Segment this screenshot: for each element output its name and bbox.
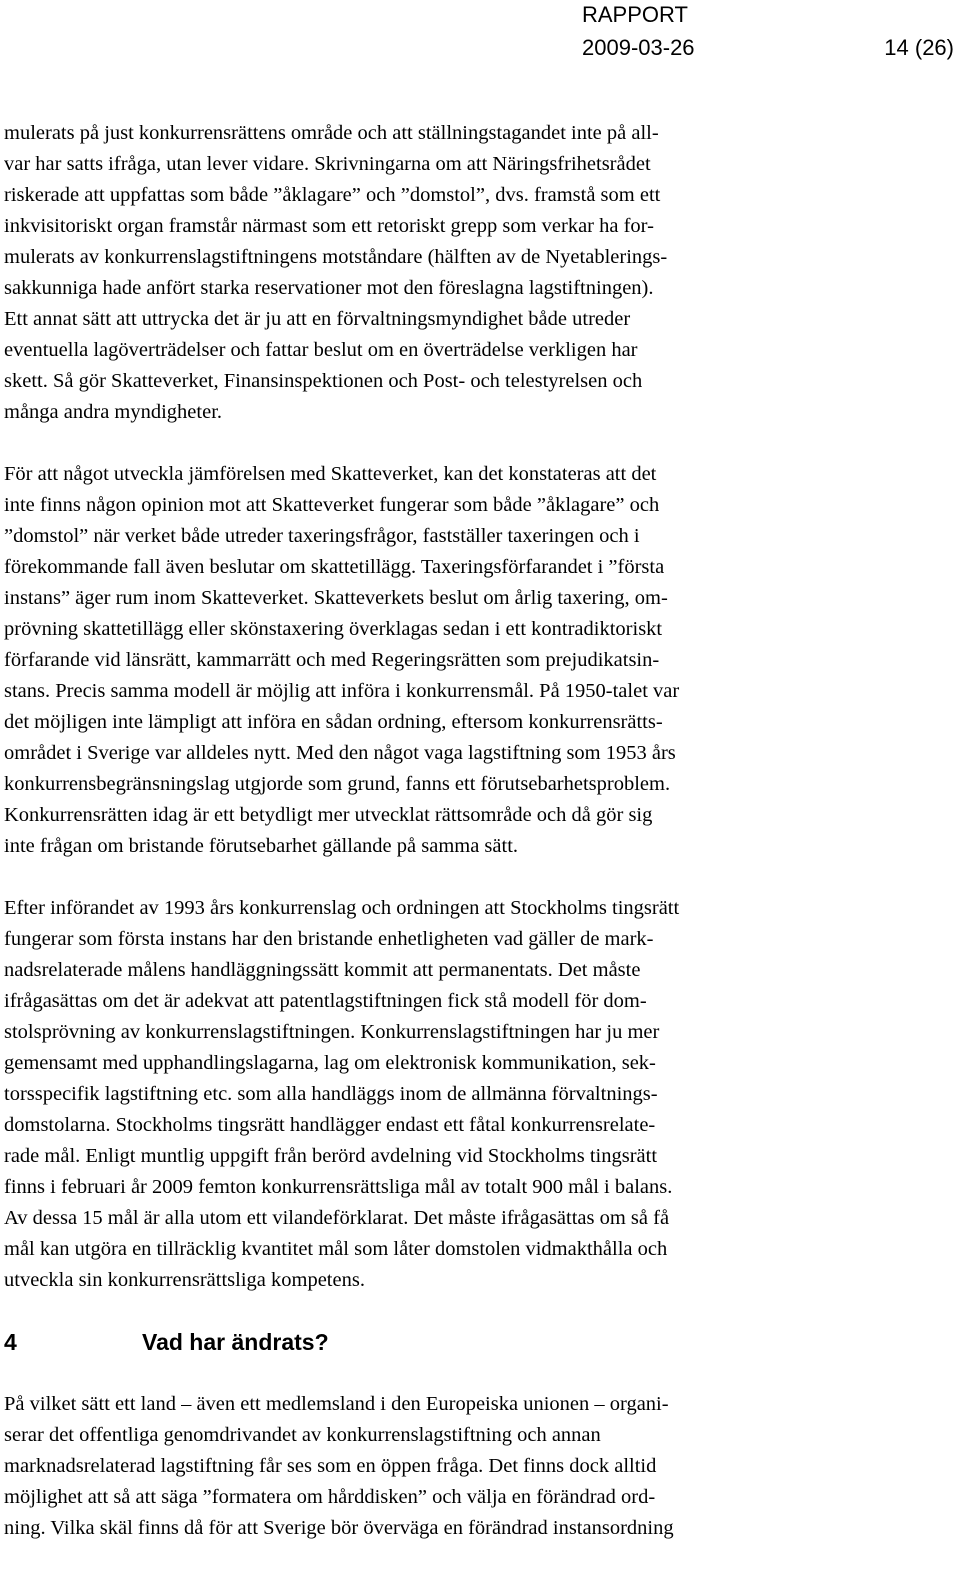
text-line: konkurrensbegränsningslag utgjorde som grund, fanns ett förutsebarhetsproblem.	[4, 773, 671, 795]
document-body	[4, 118, 944, 1575]
text-line: På vilket sätt ett land – även ett medlemsland i den Europeiska unionen – organi-	[4, 1393, 669, 1415]
text-line: Ett annat sätt att uttrycka det är ju att en förvaltningsmyndighet både utreder	[4, 308, 631, 330]
text-line: inte frågan om bristande förutsebarhet gällande på samma sätt.	[4, 835, 519, 857]
text-line: stolsprövning av konkurrenslagstiftningen. Konkurrenslagstiftningen har ju mer	[4, 1021, 660, 1043]
text-line: Av dessa 15 mål är alla utom ett vilandeförklarat. Det måste ifrågasättas om så få	[4, 1207, 670, 1229]
text-line: instans” äger rum inom Skatteverket. Skatteverkets beslut om årlig taxering, om-	[4, 587, 668, 609]
text-line: möjlighet att så att säga ”formatera om hårddisken” och välja en förändrad ord-	[4, 1486, 656, 1508]
text-line: serar det offentliga genomdrivandet av konkurrenslagstiftning och annan	[4, 1424, 601, 1446]
text-line: eventuella lagöverträdelser och fattar beslut om en överträdelse verkligen har	[4, 339, 638, 361]
text-line: Konkurrensrätten idag är ett betydligt mer utvecklat rättsområde och då gör sig	[4, 804, 653, 826]
text-line: det möjligen inte lämpligt att införa en sådan ordning, eftersom konkurrensrätts-	[4, 711, 663, 733]
text-line: mål kan utgöra en tillräcklig kvantitet mål som låter domstolen vidmakthålla och	[4, 1238, 668, 1260]
paragraph-3	[4, 893, 944, 1296]
page-number: 14 (26)	[884, 35, 954, 60]
paragraph-2	[4, 459, 944, 862]
text-line: inkvisitoriskt organ framstår närmast som ett retoriskt grepp som verkar ha for-	[4, 215, 654, 237]
text-line: finns i februari år 2009 femton konkurrensrättsliga mål av totalt 900 mål i balans.	[4, 1176, 673, 1198]
text-line: marknadsrelaterad lagstiftning får ses som en öppen fråga. Det finns dock alltid	[4, 1455, 657, 1477]
text-line: många andra myndigheter.	[4, 401, 223, 423]
text-line: domstolarna. Stockholms tingsrätt handlägger endast ett fåtal konkurrensrelate-	[4, 1114, 656, 1136]
text-line: Efter införandet av 1993 års konkurrenslag och ordningen att Stockholms tingsrätt	[4, 897, 680, 919]
text-line: sakkunniga hade anfört starka reservationer mot den föreslagna lagstiftningen).	[4, 277, 654, 299]
text-line: var har satts ifråga, utan lever vidare. Skrivningarna om att Näringsfrihetsrådet	[4, 153, 651, 175]
text-line: rade mål. Enligt muntlig uppgift från berörd avdelning vid Stockholms tingsrätt	[4, 1145, 658, 1167]
text-line: För att något utveckla jämförelsen med Skatteverket, kan det konstateras att det	[4, 463, 657, 485]
text-line: torsspecifik lagstiftning etc. som alla handläggs inom de allmänna förvaltnings-	[4, 1083, 658, 1105]
page-header	[0, 0, 960, 70]
document-type-label: RAPPORT	[582, 2, 688, 27]
text-line: förekommande fall även beslutar om skattetillägg. Taxeringsförfarandet i ”första	[4, 556, 665, 578]
paragraph-1	[4, 118, 944, 428]
text-line: gemensamt med upphandlingslagarna, lag om elektronisk kommunikation, sek-	[4, 1052, 656, 1074]
section-number: 4	[4, 1329, 17, 1355]
text-line: riskerade att uppfattas som både ”åklagare” och ”domstol”, dvs. framstå som ett	[4, 184, 661, 206]
text-line: skett. Så gör Skatteverket, Finansinspektionen och Post- och telestyrelsen och	[4, 370, 643, 392]
section-title: Vad har ändrats?	[142, 1329, 329, 1355]
text-line: stans. Precis samma modell är möjlig att införa i konkurrensmål. På 1950-talet var	[4, 680, 680, 702]
text-line: ”domstol” när verket både utreder taxeringsfrågor, fastställer taxeringen och i	[4, 525, 640, 547]
text-line: förfarande vid länsrätt, kammarrätt och med Regeringsrätten som prejudikatsin-	[4, 649, 660, 671]
text-line: utveckla sin konkurrensrättsliga kompetens.	[4, 1269, 365, 1291]
text-line: inte finns någon opinion mot att Skatteverket fungerar som både ”åklagare” och	[4, 494, 660, 516]
text-line: nadsrelaterade målens handläggningssätt kommit att permanentats. Det måste	[4, 959, 641, 981]
text-line: ning. Vilka skäl finns då för att Sverige bör överväga en förändrad instansordning	[4, 1517, 674, 1539]
document-date: 2009-03-26	[582, 35, 695, 60]
text-line: ifrågasättas om det är adekvat att patentlagstiftningen fick stå modell för dom-	[4, 990, 647, 1012]
paragraph-4	[4, 1389, 944, 1544]
text-line: mulerats av konkurrenslagstiftningens motståndare (hälften av de Nyetablerings-	[4, 246, 668, 268]
text-line: området i Sverige var alldeles nytt. Med den något vaga lagstiftning som 1953 års	[4, 742, 676, 764]
text-line: mulerats på just konkurrensrättens område och att ställningstagandet inte på all-	[4, 122, 659, 144]
section-heading	[4, 1327, 944, 1358]
text-line: prövning skattetillägg eller skönstaxering överklagas sedan i ett kontradiktoriskt	[4, 618, 663, 640]
text-line: fungerar som första instans har den bristande enhetligheten vad gäller de mark-	[4, 928, 654, 950]
